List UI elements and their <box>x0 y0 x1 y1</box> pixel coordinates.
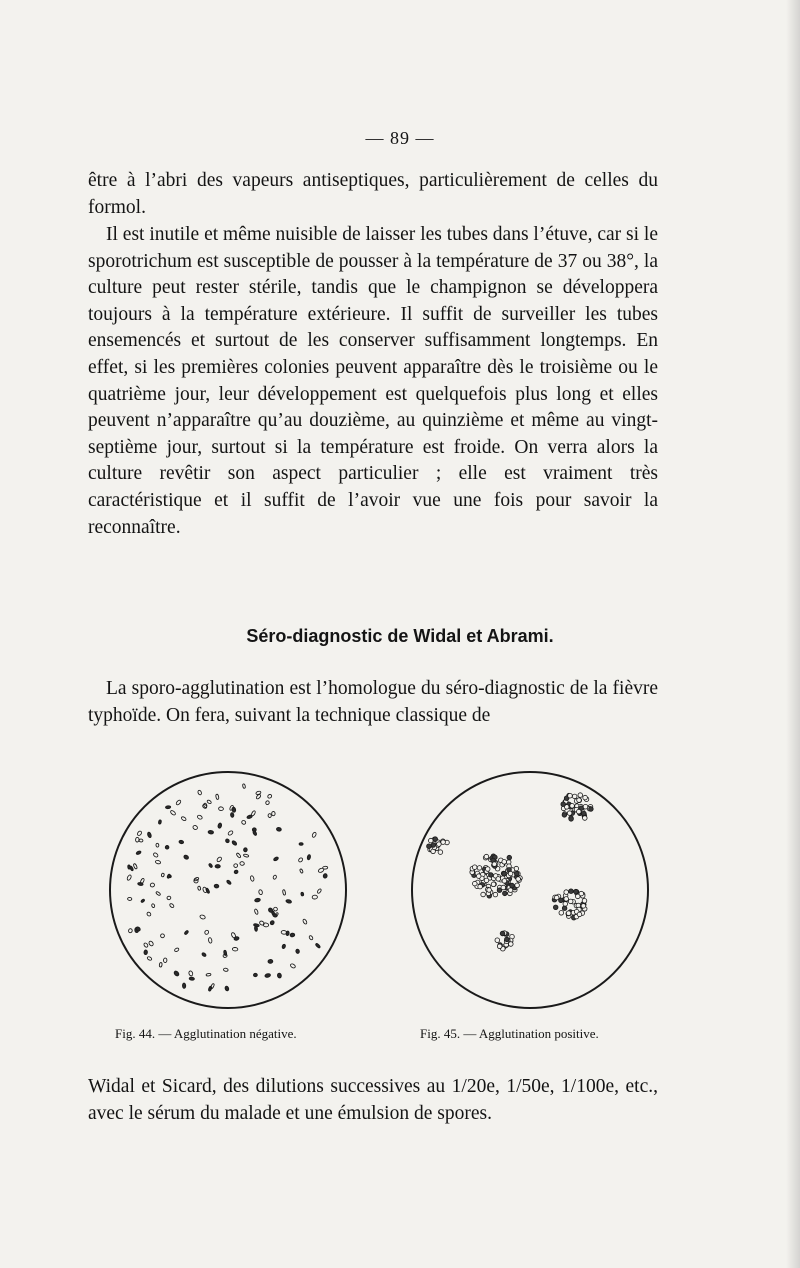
spore <box>163 958 167 963</box>
spore <box>143 942 148 948</box>
spore <box>250 875 255 881</box>
spore <box>290 963 296 969</box>
paragraph-etuve: Il est inutile et même nuisible de laisser les tubes dans l’étuve, car si le sporotrichum est susceptible de pousser à la température de 37 ou 38°, la culture peut rester stérile, tandis que le champignon se développera toujours à la température extérieure. Il suffit de surveiller les tubes ensemencés et surtout de les conserver suffisamment longtemps. En effet, si les premières colonies peuvent apparaître dès le troisième ou le quatrième jour, leur développement est quelquefois plus long et elles peuvent n’apparaître qu’au douzième, au quinzième et même au vingt-septième jour, surtout si la température est froide. On verra alors la culture revêtir son aspect particulier ; elle est vraiment très caractéristique et il suffit de l’avoir vue une fois pour savoir la reconnaître. <box>88 224 658 538</box>
clumped-spore <box>567 811 572 816</box>
clumped-spore <box>563 902 568 907</box>
spore <box>224 986 229 992</box>
spore <box>225 838 230 843</box>
clumped-spore <box>569 817 574 822</box>
clumped-spore <box>437 842 442 847</box>
spore <box>315 943 321 949</box>
spore <box>158 820 161 825</box>
spore <box>295 949 299 954</box>
spore <box>215 865 220 868</box>
spore <box>206 973 211 976</box>
clumped-spore <box>484 878 489 883</box>
spore <box>147 832 152 838</box>
spore <box>240 861 245 865</box>
spore <box>230 812 234 817</box>
figure-negative-agglutination <box>108 766 348 1021</box>
spore <box>242 784 245 789</box>
spore <box>265 973 271 978</box>
clumped-spore <box>515 883 520 888</box>
spore <box>141 899 145 903</box>
spore <box>156 843 159 847</box>
spore <box>277 973 282 979</box>
clumped-spore <box>433 837 438 842</box>
spore <box>234 870 239 875</box>
spore <box>150 883 155 888</box>
spore <box>312 832 317 838</box>
clumped-spore <box>505 937 510 942</box>
page-number: — 89 — <box>365 128 435 148</box>
spore <box>267 794 272 799</box>
clumped-spore <box>473 881 478 886</box>
clumped-spore <box>427 844 432 849</box>
spore <box>192 825 198 831</box>
clumped-spore <box>492 862 497 867</box>
spore <box>298 857 303 863</box>
spore <box>265 800 270 805</box>
clumped-spore <box>568 793 573 798</box>
clumped-spore <box>577 809 582 814</box>
clumped-spore <box>491 882 496 887</box>
clumped-spore <box>509 942 514 947</box>
spore <box>214 884 219 888</box>
spore <box>241 820 246 825</box>
spore <box>128 865 131 869</box>
spore <box>247 815 253 820</box>
clumped-spore <box>489 873 494 878</box>
spore <box>299 869 303 874</box>
spore <box>135 837 139 842</box>
spore <box>167 896 172 900</box>
spore <box>210 983 215 989</box>
spore <box>273 913 278 917</box>
clumped-spore <box>562 906 567 911</box>
spore <box>160 933 165 938</box>
spore <box>201 952 206 957</box>
spore <box>173 970 179 977</box>
spore <box>268 814 271 818</box>
spore <box>174 947 179 952</box>
clumped-spore <box>559 911 564 916</box>
spore <box>153 852 159 858</box>
clumped-spore <box>510 883 515 888</box>
spore <box>136 850 142 855</box>
spore <box>169 903 174 908</box>
clumped-spore <box>579 891 584 896</box>
spore <box>218 807 223 811</box>
spore <box>215 794 219 800</box>
clumped-spore <box>472 865 477 870</box>
spore <box>273 875 277 880</box>
clumped-spore <box>574 889 579 894</box>
spore <box>197 790 202 795</box>
clumped-spore <box>562 813 567 818</box>
clumped-spore <box>583 816 588 821</box>
paragraph-continuation: être à l’abri des vapeurs antiseptiques, particulièrement de celles du formol. <box>88 170 658 218</box>
clumped-spore <box>559 898 564 903</box>
clumped-spore <box>438 850 443 855</box>
negative-agglutination-illustration <box>108 766 348 1016</box>
figure-positive-agglutination <box>410 766 650 1021</box>
clumped-spore <box>508 888 513 893</box>
spore <box>208 863 213 868</box>
spore <box>128 928 133 933</box>
clumped-spore <box>582 811 587 816</box>
clumped-spore <box>501 885 506 890</box>
spore <box>199 914 205 919</box>
clumped-spore <box>487 888 492 893</box>
clumped-spore <box>581 904 586 909</box>
clumped-spore <box>568 899 573 904</box>
spore <box>302 919 307 925</box>
clumped-spore <box>582 899 587 904</box>
spore <box>323 873 328 878</box>
clumped-spore <box>514 871 519 876</box>
agglutinated-spore-clumps <box>427 793 594 951</box>
spore <box>309 935 314 940</box>
clumped-spore <box>493 892 498 897</box>
clumped-spore <box>578 793 583 798</box>
spore <box>207 800 212 805</box>
spore <box>146 911 151 916</box>
spore <box>156 891 161 896</box>
clumped-spore <box>478 884 483 889</box>
spore <box>226 880 232 885</box>
spore <box>133 863 138 869</box>
spore <box>227 830 233 836</box>
spore <box>317 888 322 894</box>
spore <box>243 854 249 858</box>
clumped-spore <box>485 867 490 872</box>
spore <box>232 807 237 813</box>
spore <box>148 940 154 946</box>
spore <box>258 889 262 894</box>
clumped-spore <box>577 912 582 917</box>
spore <box>181 816 187 821</box>
paragraph-sporo-agglutination: La sporo-agglutination est l’homologue du séro-diagnostic de la fièvre typhoïde. On fera, suivant la technique classique de <box>88 678 658 726</box>
spore <box>144 950 148 955</box>
spore <box>126 874 131 880</box>
clumped-spore <box>431 843 436 848</box>
spore <box>204 930 209 935</box>
spore <box>208 830 214 834</box>
spore <box>276 827 281 831</box>
clumped-spore <box>569 889 574 894</box>
spore <box>151 903 155 908</box>
clumped-spore <box>583 804 588 809</box>
spore <box>286 899 292 904</box>
clumped-spore <box>497 944 502 949</box>
spore <box>183 854 189 860</box>
spore <box>273 856 279 861</box>
spore <box>170 810 176 816</box>
dispersed-spores <box>126 784 327 992</box>
spore <box>252 830 257 836</box>
spore <box>232 947 238 951</box>
spore <box>139 839 143 842</box>
spore <box>202 887 207 893</box>
clumped-spore <box>500 931 505 936</box>
spore <box>270 920 275 926</box>
spore <box>165 845 169 849</box>
spore <box>290 933 295 937</box>
spore <box>282 944 286 949</box>
spore <box>197 886 200 891</box>
spore <box>182 983 185 988</box>
clumped-spore <box>481 892 486 897</box>
positive-agglutination-illustration <box>410 766 650 1016</box>
clumped-spore <box>577 798 582 803</box>
spore <box>254 909 259 915</box>
spore <box>208 937 212 943</box>
spore <box>179 840 184 844</box>
spore <box>234 936 240 941</box>
paragraph-widal-sicard: Widal et Sicard, des dilutions successives au 1/20e, 1/50e, 1/100e, etc., avec le sérum du malade et une émulsion de spores. <box>88 1076 658 1124</box>
spore <box>254 926 257 932</box>
clumped-spore <box>553 905 558 910</box>
spore <box>318 867 325 873</box>
spore <box>165 806 170 809</box>
spore <box>272 811 275 815</box>
clumped-spore <box>570 804 575 809</box>
caption-fig-45: Fig. 45. — Agglutination positive. <box>420 1026 599 1041</box>
clumped-spore <box>564 890 569 895</box>
spore <box>236 853 241 859</box>
clumped-spore <box>496 877 501 882</box>
spore <box>231 840 237 846</box>
clumped-spore <box>572 794 577 799</box>
clumped-spore <box>508 871 513 876</box>
spore <box>155 860 161 865</box>
spore <box>254 898 260 902</box>
clumped-spore <box>589 807 594 812</box>
clumped-spore <box>502 879 507 884</box>
spore <box>268 959 273 963</box>
spore <box>216 856 222 862</box>
spore <box>161 873 164 877</box>
spore <box>159 962 162 967</box>
spore <box>253 973 257 977</box>
spore <box>243 848 247 852</box>
clumped-spore <box>484 854 489 859</box>
clumped-spore <box>476 874 481 879</box>
spore <box>233 863 238 868</box>
spore <box>223 968 228 972</box>
spore <box>127 897 131 900</box>
clumped-spore <box>583 795 588 800</box>
caption-fig-44: Fig. 44. — Agglutination négative. <box>115 1026 297 1041</box>
clumped-spore <box>503 891 508 896</box>
section-heading: Séro-diagnostic de Widal et Abrami. <box>246 626 554 646</box>
spore <box>218 823 223 829</box>
clumped-spore <box>561 802 566 807</box>
spore <box>147 956 152 961</box>
spore <box>197 815 203 820</box>
spore <box>137 830 143 836</box>
clumped-spore <box>495 938 500 943</box>
spore <box>301 892 304 896</box>
clumped-spore <box>566 911 571 916</box>
spore <box>312 895 317 899</box>
clumped-spore <box>516 877 521 882</box>
clumped-spore <box>477 866 482 871</box>
clumped-spore <box>429 838 434 843</box>
clumped-spore <box>507 855 512 860</box>
clumped-spore <box>564 897 569 902</box>
spore <box>137 882 143 886</box>
clumped-spore <box>502 872 507 877</box>
spore <box>189 977 194 981</box>
spore <box>184 930 189 935</box>
clumped-spore <box>502 860 507 865</box>
spore <box>307 854 311 860</box>
spore <box>299 843 303 846</box>
clumped-spore <box>554 895 559 900</box>
spore <box>188 970 193 976</box>
spore <box>175 799 181 805</box>
spore <box>282 890 285 896</box>
